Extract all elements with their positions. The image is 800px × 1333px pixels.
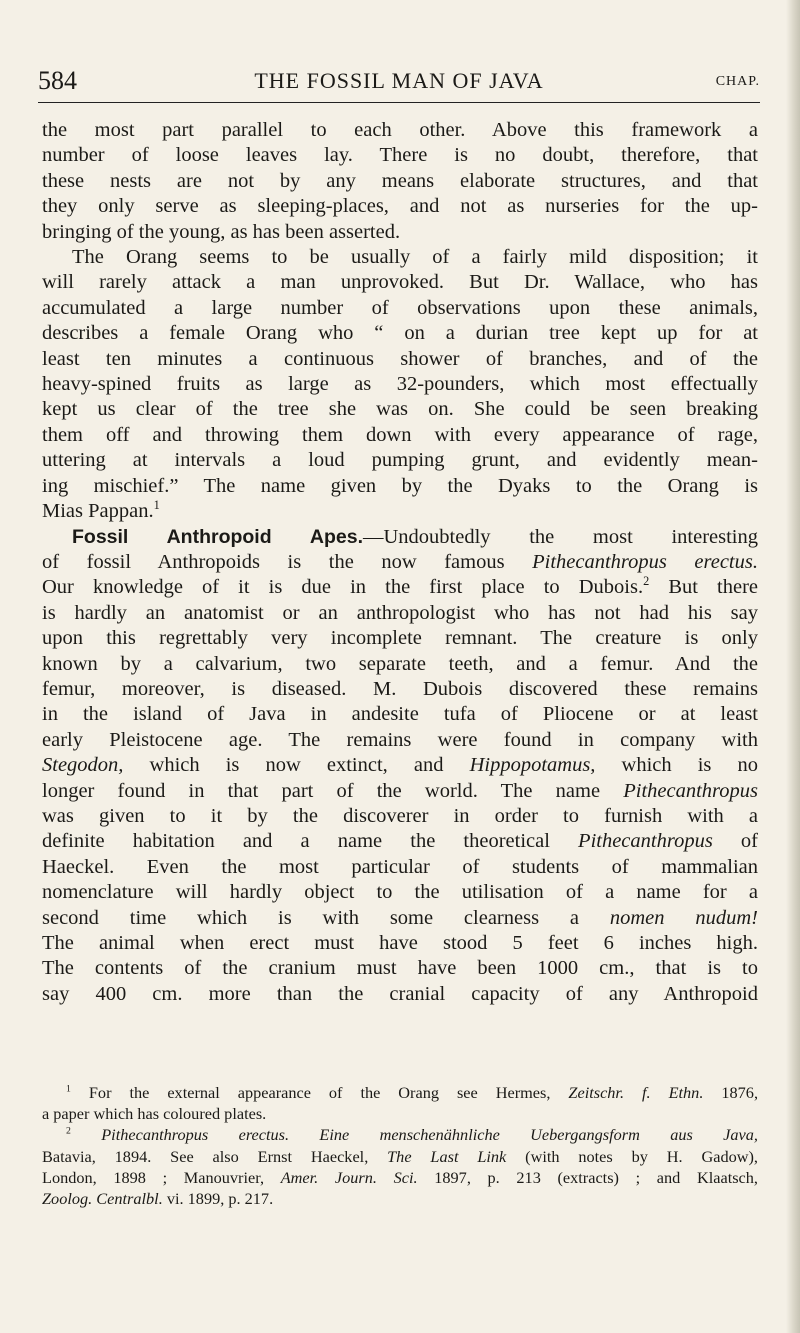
text-span: 1876, xyxy=(703,1083,759,1102)
running-title: THE FOSSIL MAN OF JAVA xyxy=(254,68,544,93)
journal-title: Amer. Journ. Sci. xyxy=(280,1167,418,1187)
text-line: uttering at intervals a loud pumping grunt, and evidently mean- xyxy=(42,449,758,472)
text-line: heavy-spined fruits as large as 32-pounders, which most effectually xyxy=(42,373,758,396)
text-line: nomenclature will hardly object to the utilisation of a name for a xyxy=(42,881,758,904)
text-span: which is no xyxy=(595,754,758,777)
chapter-label: CHAP. xyxy=(715,74,760,89)
footnote-line xyxy=(42,1146,758,1167)
text-line: femur, moreover, is diseased. M. Dubois discovered these remains xyxy=(42,677,758,700)
text-line: describes a female Orang who “ on a durian tree kept up for at xyxy=(42,322,758,345)
page-number: 584 xyxy=(38,66,77,95)
text-span: of xyxy=(712,830,759,853)
section-heading: Fossil Anthropoid Apes. xyxy=(72,525,363,548)
text-span: —Undoubtedly the most interesting xyxy=(362,525,758,548)
text-line: kept us clear of the tree she was on. She could be seen breaking xyxy=(42,398,758,421)
footnotes xyxy=(42,1082,758,1209)
work-title: The Last Link xyxy=(387,1146,507,1166)
footnote-line xyxy=(42,1167,758,1188)
text-line: known by a calvarium, two separate teeth, and a femur. And the xyxy=(42,652,758,675)
text-line: upon this regrettably very incomplete remnant. The creature is only xyxy=(42,627,758,650)
text-line: them off and throwing them down with every appearance of rage, xyxy=(42,423,758,446)
text-span: which is now extinct, and xyxy=(123,754,470,777)
text-line: in the island of Java in andesite tufa of Pliocene or at least xyxy=(42,703,758,726)
text-span: second time which is with some clearness a xyxy=(42,906,610,929)
text-line: Haeckel. Even the most particular of students of mammalian xyxy=(42,855,758,878)
genus-name: Pithecanthropus xyxy=(578,830,713,853)
footnote-line xyxy=(42,1188,758,1209)
text-line: least ten minutes a continuous shower of branches, and of the xyxy=(42,347,758,370)
footnote-number: 1 xyxy=(66,1083,71,1095)
text-line: is hardly an anatomist or an anthropologist who has not had his say xyxy=(42,601,758,624)
text-line: these nests are not by any means elaborate structures, and that xyxy=(42,169,758,192)
text-line xyxy=(42,829,758,854)
text-line xyxy=(42,550,758,575)
text-line: ing mischief.” The name given by the Dyaks to the Orang is xyxy=(42,474,758,497)
text-span: Mias Pappan. xyxy=(42,500,154,523)
page-edge-shadow xyxy=(786,0,800,1333)
text-line xyxy=(42,753,758,778)
genus-name: Stegodon, xyxy=(42,754,124,777)
book-page xyxy=(38,0,760,1333)
text-line xyxy=(42,525,758,550)
journal-title: Zeitschr. f. Ethn. xyxy=(568,1083,704,1102)
text-line: will rarely attack a man unprovoked. But Dr. Wallace, who has xyxy=(42,271,758,294)
footnote-line: a paper which has coloured plates. xyxy=(42,1104,267,1124)
text-line: the most part parallel to each other. Above this framework a xyxy=(42,119,758,141)
text-span: For the external appearance of the Orang see Hermes, xyxy=(88,1083,569,1102)
text-line xyxy=(42,575,758,600)
text-line xyxy=(42,779,758,804)
genus-name: Hippopotamus, xyxy=(469,754,596,777)
journal-title: Zoolog. Centralbl. xyxy=(42,1189,163,1209)
work-title: Pithecanthropus erectus. Eine menschenähnliche Uebergangsform aus Java, xyxy=(101,1125,758,1145)
text-line xyxy=(42,499,758,524)
text-span: London, 1898 ; Manouvrier, xyxy=(42,1167,281,1187)
text-line: The Orang seems to be usually of a fairly mild disposition; it xyxy=(72,246,758,269)
text-span: Our knowledge of it is due in the first place to Dubois. xyxy=(42,576,644,599)
footnote-number: 2 xyxy=(66,1125,71,1137)
text-line: was given to it by the discoverer in order to furnish with a xyxy=(42,804,758,827)
text-line: early Pleistocene age. The remains were found in company with xyxy=(42,728,758,751)
text-span: definite habitation and a name the theoretical xyxy=(42,830,579,853)
text-line: The animal when erect must have stood 5 feet 6 inches high. xyxy=(42,932,758,954)
page-header xyxy=(38,62,760,103)
text-span: Batavia, 1894. See also Ernst Haeckel, xyxy=(42,1146,388,1166)
text-span: vi. 1899, p. 217. xyxy=(162,1189,274,1209)
text-span: of fossil Anthropoids is the now famous xyxy=(42,550,533,573)
text-span: longer found in that part of the world. The name xyxy=(42,779,624,802)
footnote-line xyxy=(42,1082,758,1103)
text-line: say 400 cm. more than the cranial capacity of any Anthropoid xyxy=(42,982,758,1005)
text-line: The contents of the cranium must have been 1000 cm., that is to xyxy=(42,957,758,980)
footnote-line xyxy=(42,1124,758,1145)
text-line: bringing of the young, as has been asserted. xyxy=(42,220,401,243)
footnote-marker: 1 xyxy=(153,498,160,513)
footnote-marker: 2 xyxy=(643,574,650,589)
text-span: But there xyxy=(649,576,758,599)
text-span: (with notes by H. Gadow), xyxy=(506,1146,758,1166)
latin-term: nomen nudum! xyxy=(609,906,758,929)
species-name: Pithecanthropus erectus. xyxy=(532,550,758,573)
genus-name: Pithecanthropus xyxy=(623,779,758,802)
text-line: accumulated a large number of observations upon these animals, xyxy=(42,296,758,319)
text-line xyxy=(42,906,758,931)
text-line: number of loose leaves lay. There is no doubt, therefore, that xyxy=(42,144,758,167)
text-span: 1897, p. 213 (extracts) ; and Klaatsch, xyxy=(417,1167,758,1187)
body-text xyxy=(42,118,758,1007)
text-line: they only serve as sleeping-places, and not as nurseries for the up- xyxy=(42,195,758,218)
